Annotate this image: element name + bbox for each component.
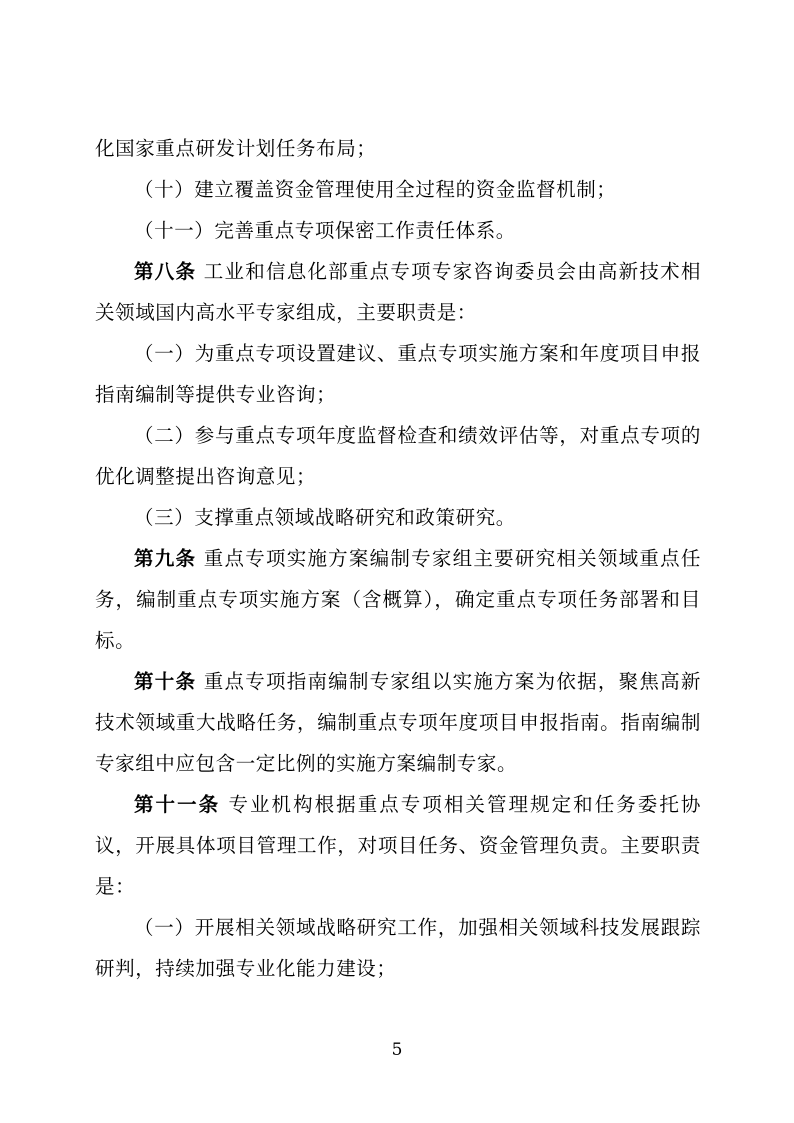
article-8 (95, 251, 701, 333)
article-8-item-1 (95, 333, 701, 415)
article-10 (95, 661, 701, 784)
paragraph-text: （二）参与重点专项年度监督检查和绩效评估等，对重点专项的优化调整提出咨询意见； (95, 424, 701, 488)
article-label: 第十条 (134, 670, 197, 693)
page-number: 5 (391, 1040, 403, 1060)
paragraph-text: 化国家重点研发计划任务布局； (95, 137, 377, 160)
article-8-item-2 (95, 415, 701, 497)
paragraph-text: 工业和信息化部重点专项专家咨询委员会由高新技术相关领域国内高水平专家组成，主要职责是： (95, 260, 701, 324)
article-label: 第十一条 (134, 793, 221, 816)
paragraph-text: （一）开展相关领域战略研究工作，加强相关领域科技发展跟踪研判，持续加强专业化能力建设； (95, 916, 701, 980)
paragraph-continuation (95, 128, 701, 169)
list-item-11 (95, 210, 701, 251)
paragraph-text: 重点专项实施方案编制专家组主要研究相关领域重点任务，编制重点专项实施方案（含概算），确定重点专项任务部署和目标。 (95, 547, 701, 652)
article-label: 第八条 (134, 260, 197, 283)
article-11-item-1 (95, 907, 701, 989)
paragraph-text: 重点专项指南编制专家组以实施方案为依据，聚焦高新技术领域重大战略任务，编制重点专项年度项目申报指南。指南编制专家组中应包含一定比例的实施方案编制专家。 (95, 670, 701, 775)
article-9 (95, 538, 701, 661)
article-8-item-3 (95, 497, 701, 538)
paragraph-text: （十）建立覆盖资金管理使用全过程的资金监督机制； (134, 178, 617, 201)
paragraph-text: （三）支撑重点领域战略研究和政策研究。 (134, 506, 516, 529)
paragraph-text: （一）为重点专项设置建议、重点专项实施方案和年度项目申报指南编制等提供专业咨询； (95, 342, 701, 406)
paragraph-text: （十一）完善重点专项保密工作责任体系。 (134, 219, 516, 242)
article-11 (95, 784, 701, 907)
article-label: 第九条 (134, 547, 197, 570)
document-body (95, 128, 701, 989)
paragraph-text: 专业机构根据重点专项相关管理规定和任务委托协议，开展具体项目管理工作，对项目任务、资金管理负责。主要职责是： (95, 793, 701, 898)
list-item-10 (95, 169, 701, 210)
